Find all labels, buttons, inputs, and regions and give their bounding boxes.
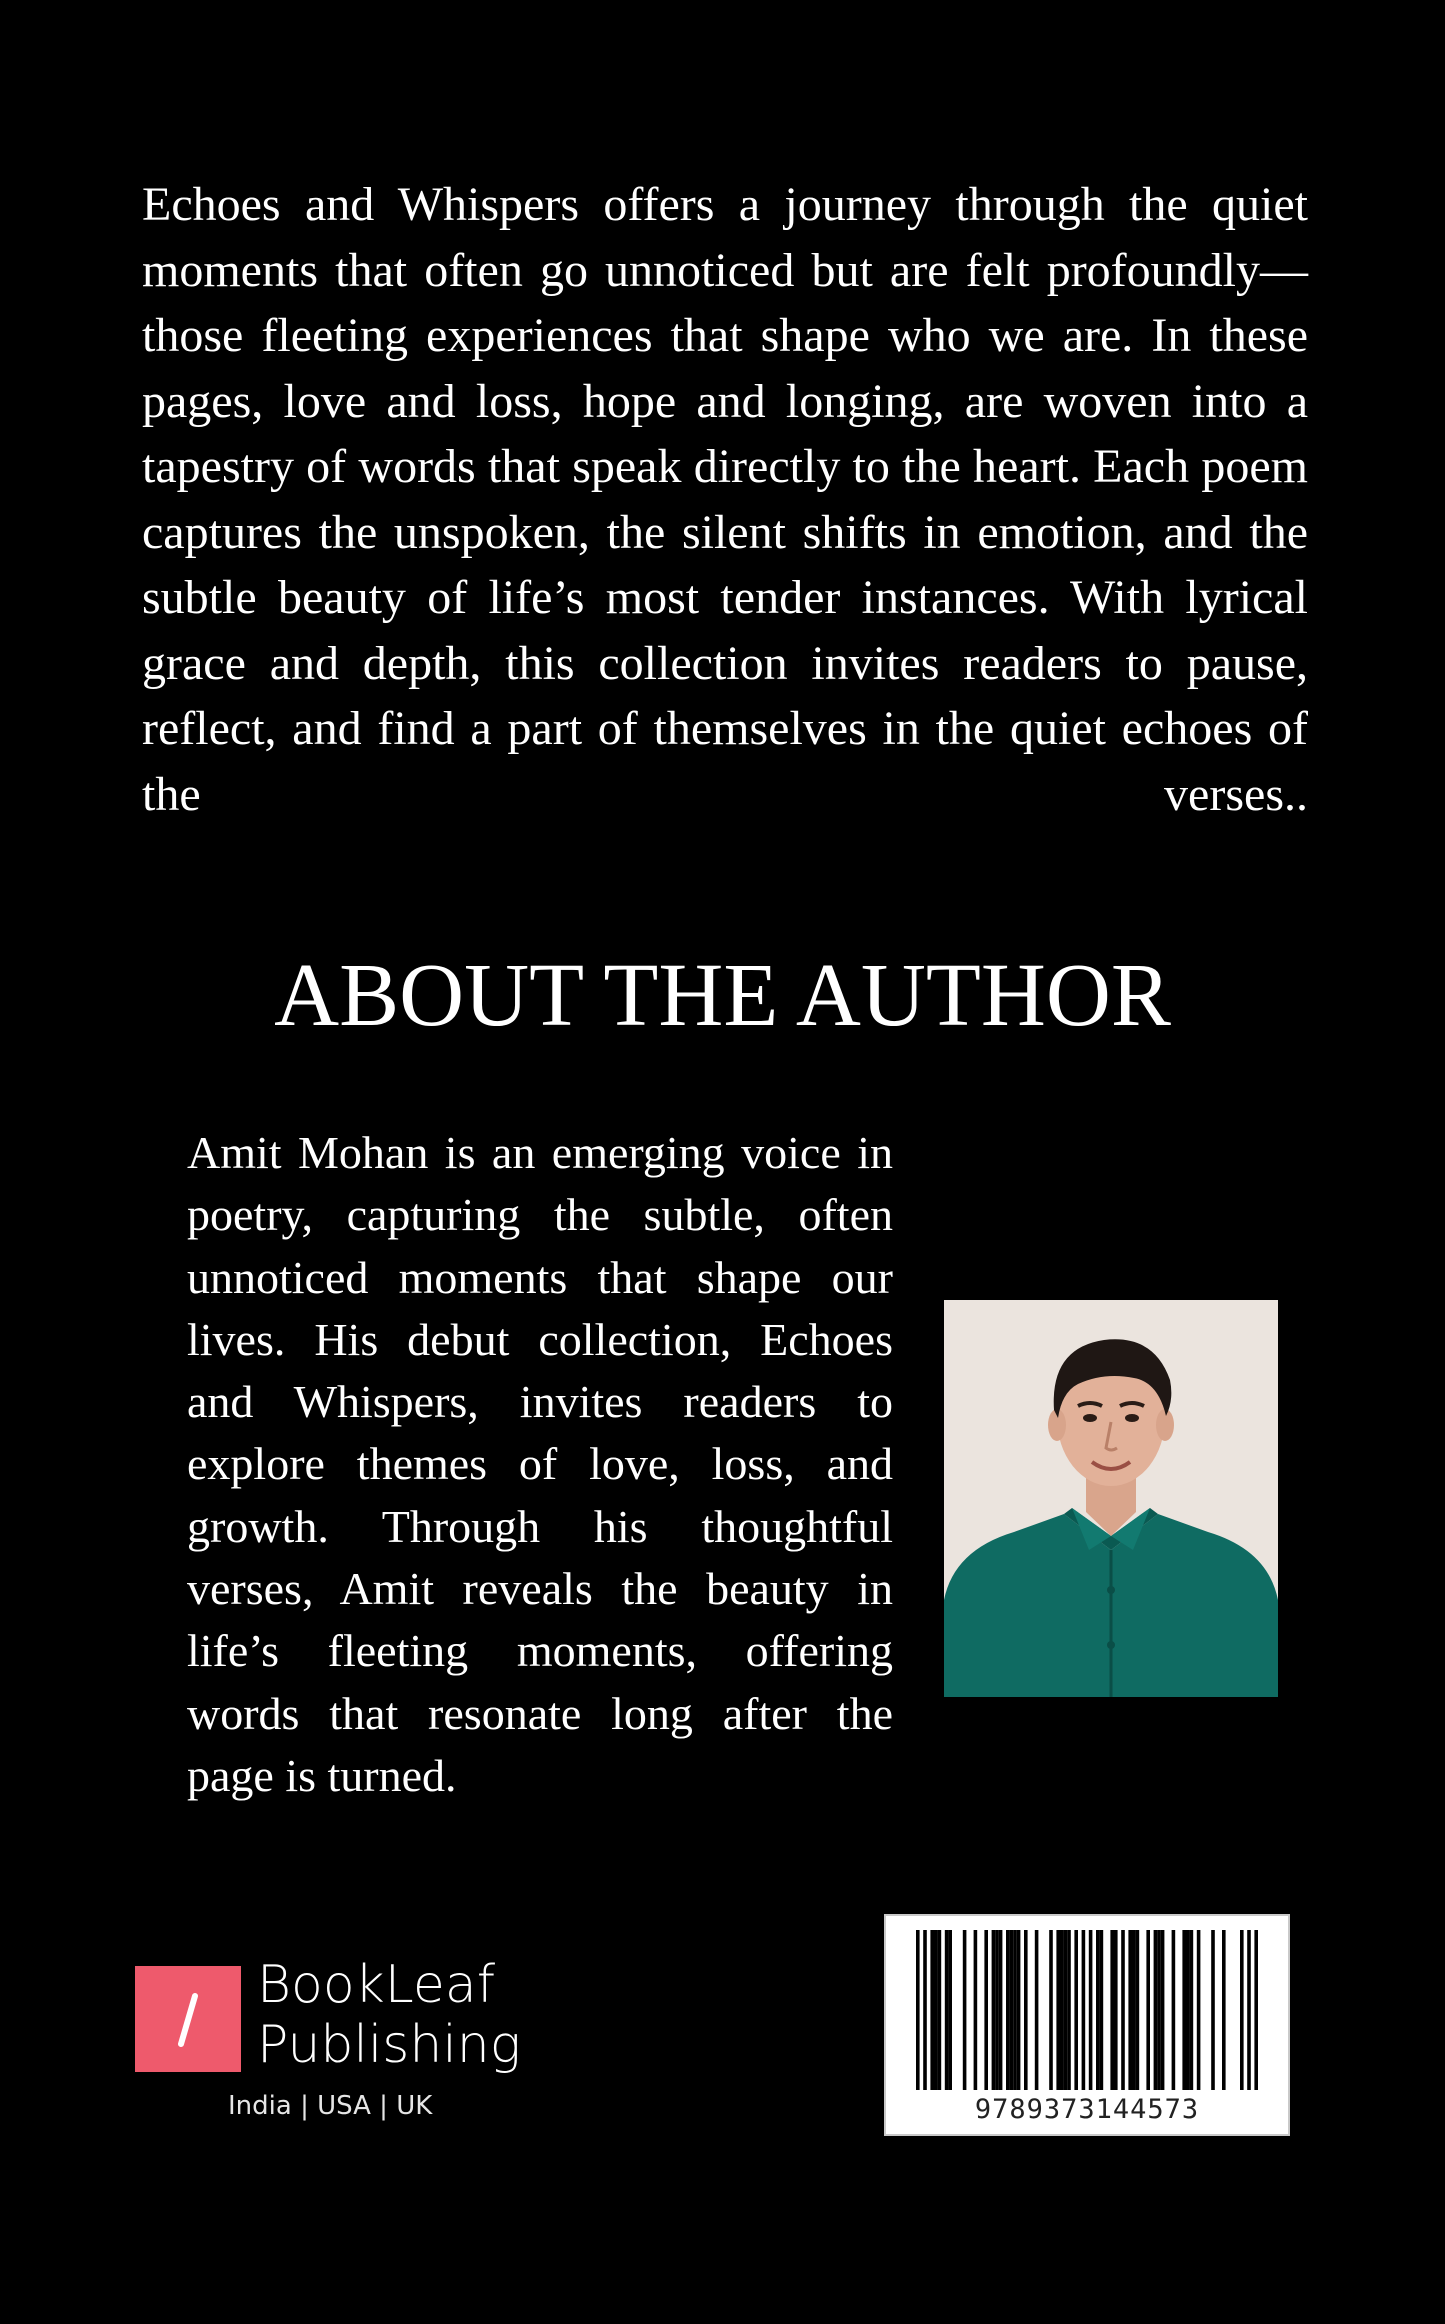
barcode-bar bbox=[999, 1930, 1003, 2090]
barcode-bar bbox=[1067, 1930, 1071, 2090]
barcode-bar bbox=[1157, 1930, 1161, 2090]
barcode-bar bbox=[1197, 1930, 1201, 2090]
barcode-bar bbox=[1074, 1930, 1078, 2090]
barcode-bar bbox=[1172, 1930, 1176, 2090]
barcode-bars bbox=[886, 1916, 1288, 2094]
barcode-bar bbox=[1060, 1930, 1064, 2090]
barcode-bar bbox=[1247, 1930, 1251, 2090]
publisher-regions: India | USA | UK bbox=[228, 2091, 433, 2121]
barcode-bar bbox=[1222, 1930, 1226, 2090]
barcode-bar bbox=[1089, 1930, 1093, 2090]
publisher-name-line2: Publishing bbox=[257, 2015, 521, 2075]
barcode-bar bbox=[1240, 1930, 1244, 2090]
barcode-bar bbox=[992, 1930, 996, 2090]
barcode-bar bbox=[930, 1930, 934, 2090]
barcode-bar bbox=[1161, 1930, 1165, 2090]
barcode-bar bbox=[1182, 1930, 1186, 2090]
book-blurb: Echoes and Whispers offers a journey through the quiet moments that often go unnoticed but are felt profoundly—those fleeting experiences that shape who we are. In these pages, love and loss, hope and longing, are woven into a tapestry of words that speak directly to the heart. Each poem captures the unspoken, the silent shifts in emotion, and the subtle beauty of life’s most tender instances. With lyrical grace and depth, this collection invites readers to pause, reflect, and find a part of themselves in the quiet echoes of the verses.. bbox=[142, 178, 1308, 821]
barcode-bar bbox=[1211, 1930, 1215, 2090]
barcode-bar bbox=[1186, 1930, 1190, 2090]
barcode-bar bbox=[1114, 1930, 1118, 2090]
barcode-bar bbox=[1035, 1930, 1039, 2090]
barcode-bar bbox=[1082, 1930, 1086, 2090]
barcode-bar bbox=[1006, 1930, 1010, 2090]
publisher-logo bbox=[135, 1955, 555, 2135]
author-portrait-icon bbox=[944, 1300, 1278, 1697]
barcode-bar bbox=[1056, 1930, 1060, 2090]
barcode-bar bbox=[1254, 1930, 1258, 2090]
barcode-bar bbox=[995, 1930, 999, 2090]
publisher-name bbox=[257, 1955, 521, 2075]
barcode-bar bbox=[974, 1930, 978, 2090]
barcode-bar bbox=[923, 1930, 927, 2090]
barcode-bar bbox=[1146, 1930, 1150, 2090]
about-author-heading: ABOUT THE AUTHOR bbox=[274, 946, 1171, 1045]
barcode-bar bbox=[1110, 1930, 1114, 2090]
barcode-bar bbox=[1024, 1930, 1028, 2090]
publisher-name-line1: BookLeaf bbox=[257, 1955, 496, 2015]
barcode-bar bbox=[1190, 1930, 1194, 2090]
isbn-number: 9789373144573 bbox=[974, 2094, 1200, 2125]
barcode-bar bbox=[948, 1930, 952, 2090]
barcode-bar bbox=[934, 1930, 938, 2090]
barcode-bar bbox=[1128, 1930, 1132, 2090]
barcode-bar bbox=[1136, 1930, 1140, 2090]
barcode-bar bbox=[1017, 1930, 1021, 2090]
barcode-bar bbox=[1132, 1930, 1136, 2090]
barcode-bar bbox=[1010, 1930, 1014, 2090]
barcode-bar bbox=[1100, 1930, 1104, 2090]
barcode-bar bbox=[938, 1930, 942, 2090]
barcode-bar bbox=[1064, 1930, 1068, 2090]
barcode-bar bbox=[916, 1930, 920, 2090]
barcode-bar bbox=[1096, 1930, 1100, 2090]
barcode-bar bbox=[1121, 1930, 1125, 2090]
barcode-bar bbox=[963, 1930, 967, 2090]
isbn-barcode bbox=[884, 1914, 1290, 2136]
barcode-bar bbox=[1049, 1930, 1053, 2090]
barcode-bar bbox=[1154, 1930, 1158, 2090]
publisher-logo-mark bbox=[135, 1966, 241, 2072]
author-bio: Amit Mohan is an emerging voice in poetry, capturing the subtle, often unnoticed moments that shape our lives. His debut collection, Echoes and Whispers, invites readers to explore themes of love, loss, and growth. Through his thoughtful verses, Amit reveals the beauty in life’s fleeting moments, offering words that resonate long after the page is turned. bbox=[187, 1127, 893, 1801]
barcode-bar bbox=[1013, 1930, 1017, 2090]
slash-icon bbox=[135, 1966, 241, 2072]
barcode-bar bbox=[984, 1930, 988, 2090]
author-photo bbox=[944, 1300, 1278, 1697]
barcode-bar bbox=[945, 1930, 949, 2090]
